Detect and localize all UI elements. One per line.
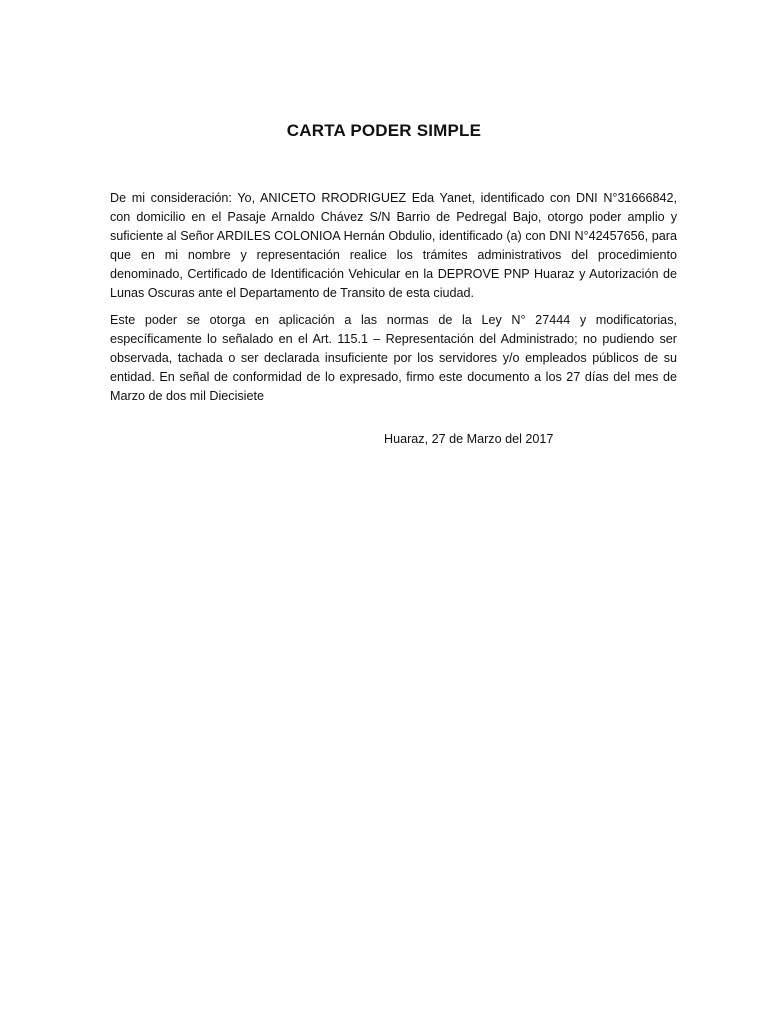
paragraph-legal-basis: Este poder se otorga en aplicación a las normas de la Ley N° 27444 y modificatorias, específicamente lo señalado en el Art. 115.1 – Representación del Administrado; no pudiendo ser observada, tachada o ser declarada insuficiente por los servidores y/o empleados públicos de su entidad. En señal de conformidad de lo expresado, firmo este documento a los 27 días del mes de Marzo de dos mil Diecisiete	[110, 313, 677, 403]
document-body	[110, 189, 677, 414]
place-and-date: Huaraz, 27 de Marzo del 2017	[384, 432, 554, 446]
paragraph-power-grant: De mi consideración: Yo, ANICETO RRODRIGUEZ Eda Yanet, identificado con DNI N°31666842, con domicilio en el Pasaje Arnaldo Chávez S/N Barrio de Pedregal Bajo, otorgo poder amplio y suficiente al Señor ARDILES COLONIOA Hernán Obdulio, identificado (a) con DNI N°42457656, para que en mi nombre y representación realice los trámites administrativos del procedimiento denominado, Certificado de Identificación Vehicular en la DEPROVE PNP Huaraz y Autorización de Lunas Oscuras ante el Departamento de Transito de esta ciudad.	[110, 191, 677, 300]
document-title: CARTA PODER SIMPLE	[286, 121, 482, 140]
